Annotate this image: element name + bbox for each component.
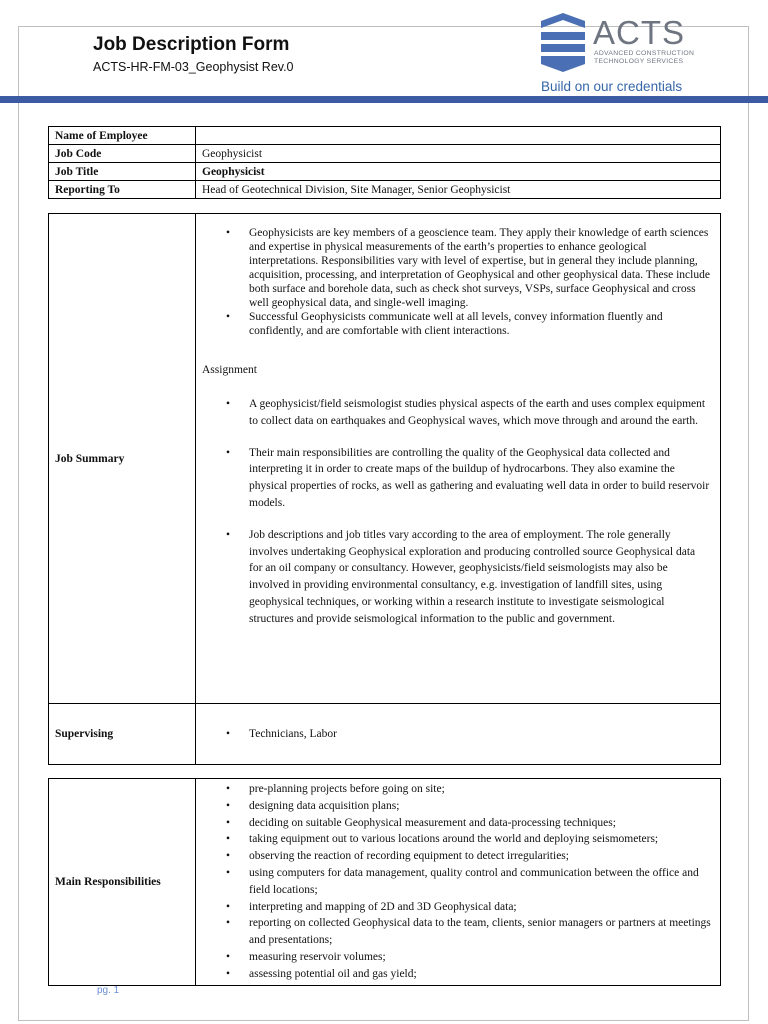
- list-item: • interpreting and mapping of 2D and 3D Geophysical data;: [202, 899, 712, 916]
- list-item: • using computers for data management, quality control and communication between the office and field locations;: [202, 865, 712, 899]
- logo-subtitle-line-1: ADVANCED CONSTRUCTION: [594, 50, 695, 57]
- supervising-list: [202, 728, 720, 740]
- list-item: • Geophysicists are key members of a geoscience team. They apply their knowledge of earth sciences and expertise in physical measurements of the earth’s properties to enhance geological interpretations. Responsibilities vary with level of expertise, but in general they include planning, acquisition, processing, and interpretation of Geophysical and other geophysical data. These include both surface and borehole data, such as check shot surveys, VSPs, surface Geophysical and cross well geophysical data, and single-well imaging.: [202, 226, 710, 310]
- assignment-list: [202, 396, 710, 628]
- list-item: • deciding on suitable Geophysical measurement and data-processing techniques;: [202, 815, 712, 832]
- list-item: • reporting on collected Geophysical data to the team, clients, senior managers or partners at meetings and presentations;: [202, 915, 712, 949]
- employee-info-table: [48, 126, 721, 199]
- responsibilities-table: [48, 778, 721, 986]
- job-summary-content: [196, 214, 721, 704]
- responsibilities-content: [196, 779, 721, 986]
- list-item: • assessing potential oil and gas yield;: [202, 966, 712, 983]
- list-item: • observing the reaction of recording equipment to detect irregularities;: [202, 848, 712, 865]
- info-value: Head of Geotechnical Division, Site Manager, Senior Geophysicist: [196, 181, 721, 199]
- job-summary-label: Job Summary: [49, 214, 196, 704]
- table-row: [49, 214, 721, 704]
- list-item: • Job descriptions and job titles vary according to the area of employment. The role generally involves undertaking Geophysical exploration and producing controlled source Geophysical data for an oil company or consultancy. However, geophysicists/field seismologists may also be involved in providing environmental consultancy, e.g. investigation of landfill sites, using geophysical techniques, or working within a research institute to investigate seismological structures and provide seismological information to the public and government.: [202, 527, 710, 628]
- assignment-heading: Assignment: [202, 364, 257, 376]
- info-value: Geophysicist: [196, 163, 721, 181]
- page-number: pg. 1: [97, 985, 120, 996]
- logo-subtitle-line-2: TECHNOLOGY SERVICES: [594, 58, 684, 65]
- info-label: Job Code: [49, 145, 196, 163]
- form-title: Job Description Form: [93, 34, 290, 55]
- table-row: [49, 704, 721, 765]
- info-label: Reporting To: [49, 181, 196, 199]
- info-label: Name of Employee: [49, 127, 196, 145]
- document-code: ACTS-HR-FM-03_Geophysist Rev.0: [93, 60, 294, 74]
- acts-logo-icon: [540, 12, 586, 74]
- table-row: [49, 145, 721, 163]
- logo-subtitle: [594, 50, 694, 66]
- list-item: • A geophysicist/field seismologist studies physical aspects of the earth and uses complex equipment to collect data on earthquakes and Geophysical waves, which move through and around the earth.: [202, 396, 710, 430]
- list-item: • Successful Geophysicists communicate well at all levels, convey information fluently and confidently, and are comfortable with client interactions.: [202, 310, 710, 338]
- responsibilities-list: [202, 781, 712, 983]
- supervising-label: Supervising: [49, 704, 196, 765]
- responsibilities-label: Main Responsibilities: [49, 779, 196, 986]
- list-item: • Their main responsibilities are controlling the quality of the Geophysical data collected and interpreting it in order to create maps of the buildup of hydrocarbons. They also examine the physical properties of rocks, as well as gathering and evaluating well data in order to build reservoir models.: [202, 445, 710, 512]
- job-summary-table: [48, 213, 721, 765]
- info-value: Geophysicist: [196, 145, 721, 163]
- list-item: • measuring reservoir volumes;: [202, 949, 712, 966]
- company-logo: [540, 12, 740, 96]
- list-item: • designing data acquisition plans;: [202, 798, 712, 815]
- summary-intro-list: [202, 226, 710, 338]
- info-label: Job Title: [49, 163, 196, 181]
- table-row: [49, 181, 721, 199]
- header-divider-bar: [0, 96, 768, 103]
- info-value: [196, 127, 721, 145]
- logo-tagline: Build on our credentials: [541, 79, 683, 94]
- table-row: [49, 163, 721, 181]
- logo-name: ACTS: [593, 14, 686, 51]
- list-item: • taking equipment out to various locations around the world and deploying seismometers;: [202, 831, 712, 848]
- table-row: [49, 127, 721, 145]
- table-row: [49, 779, 721, 986]
- supervising-content: [196, 704, 721, 765]
- list-item: • Technicians, Labor: [202, 728, 720, 740]
- list-item: • pre-planning projects before going on site;: [202, 781, 712, 798]
